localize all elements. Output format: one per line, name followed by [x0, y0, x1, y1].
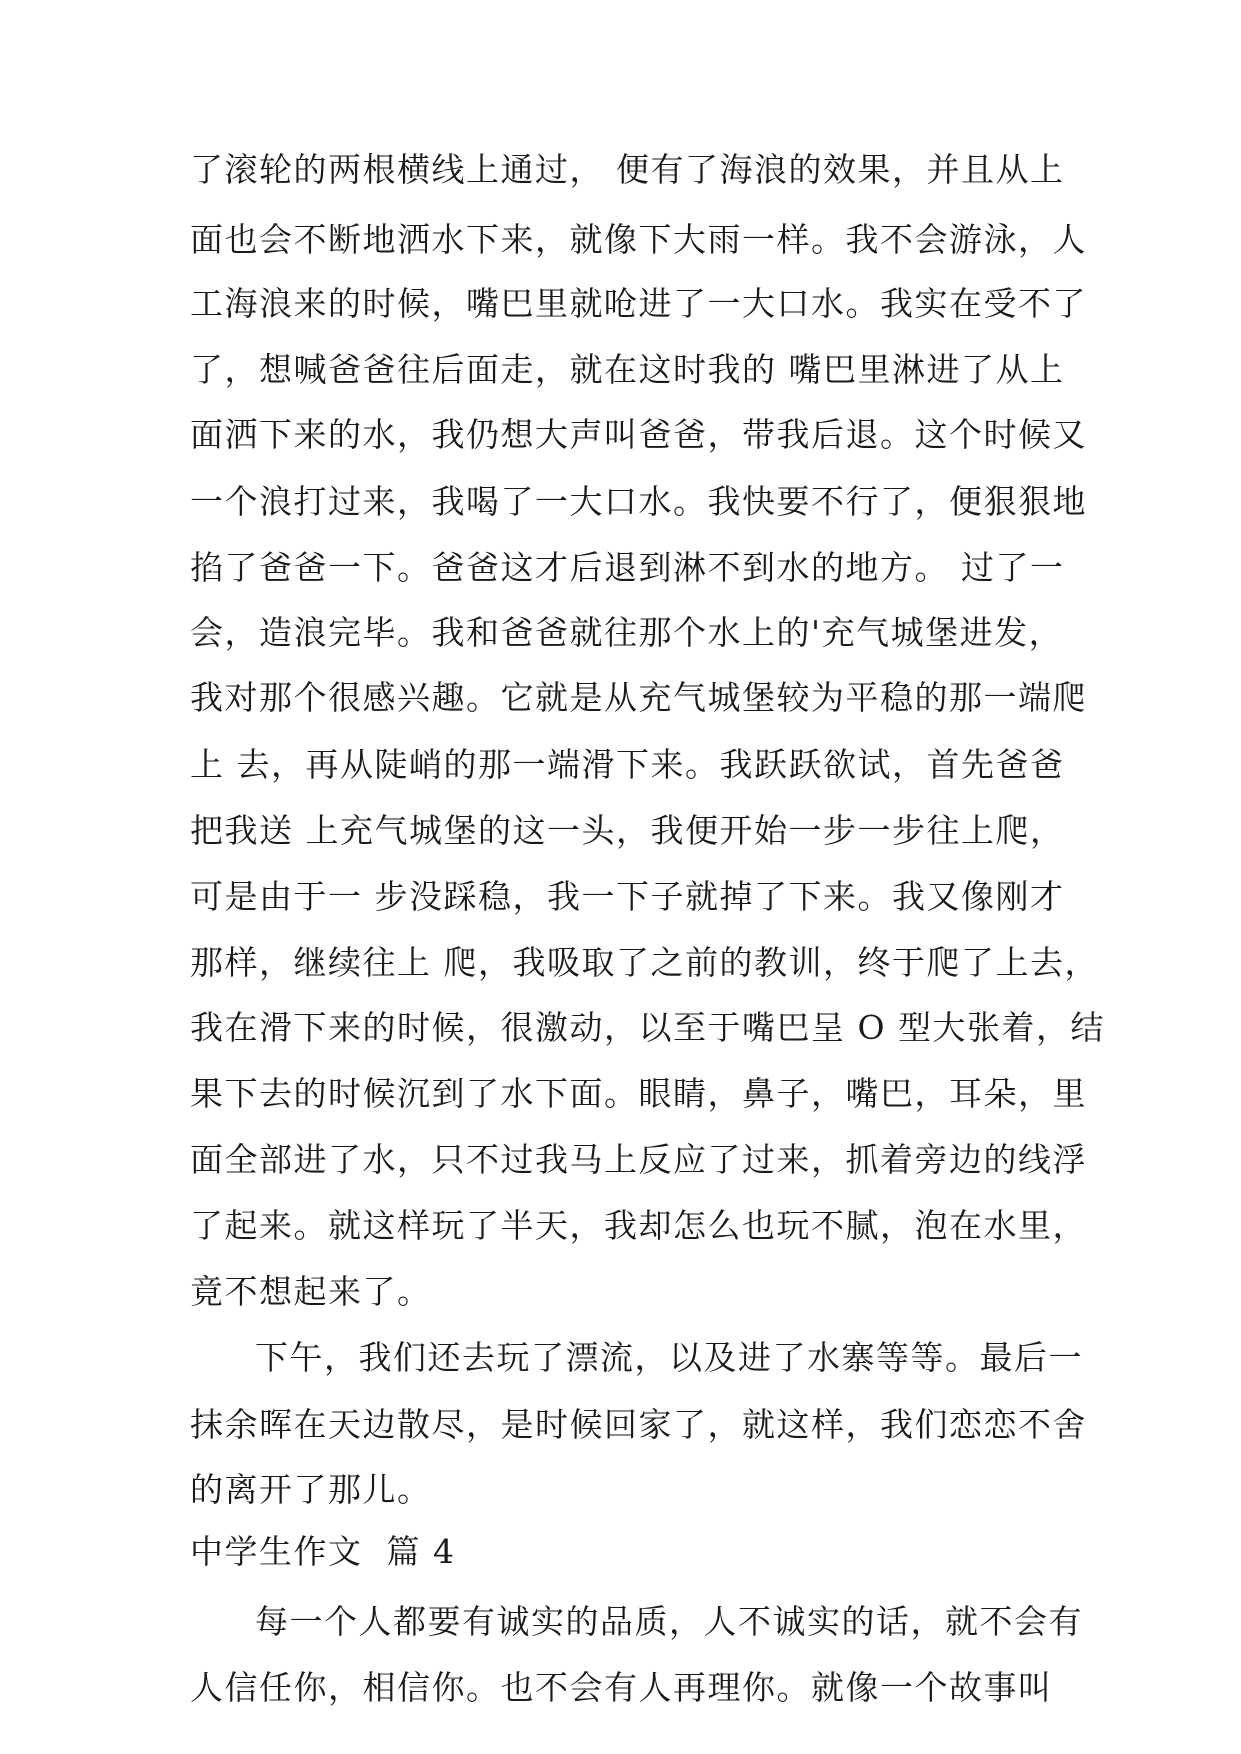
paragraph-line: 人信任你，相信你。也不会有人再理你。就像一个故事叫 [190, 1668, 1053, 1707]
paragraph-line: 工海浪来的时候，嘴巴里就呛进了一大口水。我实在受不了 [190, 284, 1087, 323]
paragraph-line: 一个浪打过来，我喝了一大口水。我快要不行了，便狠狠地 [190, 482, 1087, 521]
paragraph-line: 面洒下来的水，我仍想大声叫爸爸，带我后退。这个时候又 [190, 415, 1087, 454]
paragraph-line: 抹余晖在天边散尽，是时候回家了，就这样，我们恋恋不舍 [190, 1405, 1087, 1444]
paragraph-line: 我对那个很感兴趣。它就是从充气城堡较为平稳的那一端爬 [190, 678, 1087, 717]
paragraph-line-indented: 每一个人都要有诚实的品质，人不诚实的话，就不会有 [255, 1602, 1083, 1641]
paragraph-line: 会，造浪完毕。我和爸爸就往那个水上的'充气城堡进发， [190, 613, 1064, 652]
paragraph-line: 了滚轮的两根横线上通过， 便有了海浪的效果，并且从上 [190, 150, 1065, 189]
paragraph-line: 竟不想起来了。 [190, 1272, 432, 1311]
paragraph-line: 了，想喊爸爸往后面走，就在这时我的 嘴巴里淋进了从上 [190, 350, 1065, 389]
paragraph-line: 面也会不断地洒水下来，就像下大雨一样。我不会游泳，人 [190, 220, 1087, 259]
paragraph-line-indented: 下午，我们还去玩了漂流，以及进了水寨等等。最后一 [255, 1338, 1083, 1377]
section-heading: 中学生作文 篇 4 [190, 1532, 456, 1571]
paragraph-line: 把我送 上充气城堡的这一头，我便开始一步一步往上爬， [190, 811, 1065, 850]
paragraph-line: 我在滑下来的时候，很激动，以至于嘴巴呈 O 型大张着，结 [190, 1008, 1106, 1047]
paragraph-line: 掐了爸爸一下。爸爸这才后退到淋不到水的地方。 过了一 [190, 548, 1065, 587]
paragraph-line: 果下去的时候沉到了水下面。眼睛，鼻子，嘴巴，耳朵，里 [190, 1074, 1087, 1113]
paragraph-line: 可是由于一 步没踩稳，我一下子就掉了下来。我又像刚才 [190, 877, 1065, 916]
paragraph-line: 那样，继续往上 爬，我吸取了之前的教训，终于爬了上去， [190, 943, 1099, 982]
paragraph-line: 了起来。就这样玩了半天，我却怎么也玩不腻，泡在水里， [190, 1206, 1087, 1245]
paragraph-line: 的离开了那儿。 [190, 1470, 432, 1509]
paragraph-line: 上 去，再从陡峭的那一端滑下来。我跃跃欲试，首先爸爸 [190, 745, 1065, 784]
paragraph-line: 面全部进了水，只不过我马上反应了过来，抓着旁边的线浮 [190, 1140, 1087, 1179]
